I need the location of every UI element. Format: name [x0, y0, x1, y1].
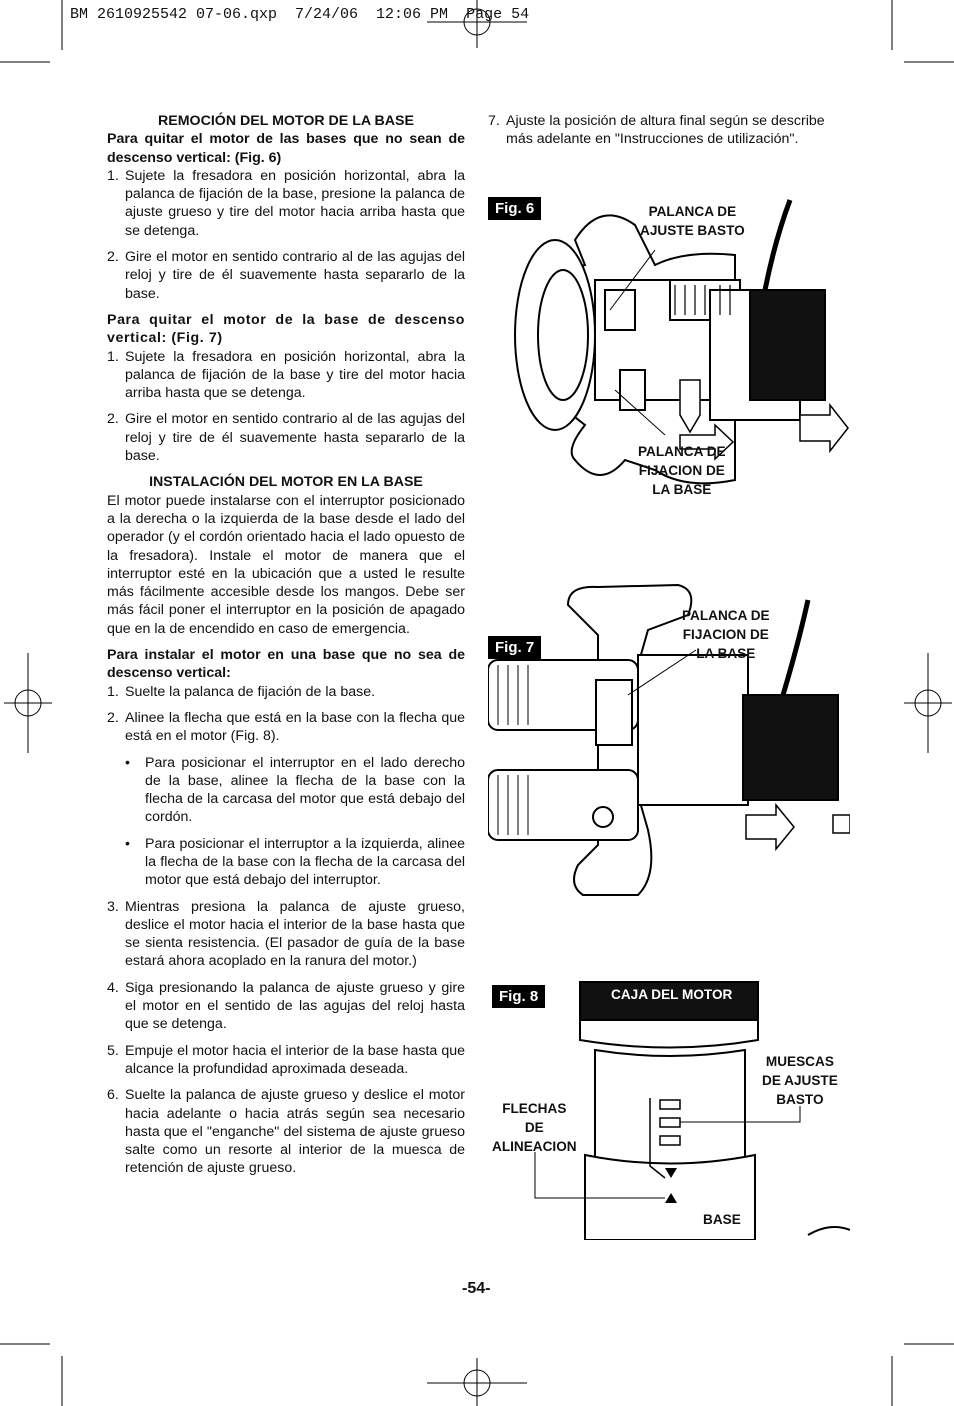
paragraph: El motor puede instalarse con el interruptor posicionado a la derecha o la izquierda de la base desde el lado del operador (y el cordón orientado hacia el lado opuesto de la fresadora). Instale el motor de manera que el interruptor esté en la ubicación que a usted le resulte más fácilmente accesible desde los mangos. Debe ser más fácil poner el interruptor en la posición de apagado que en la de encendido en caso de emergencia.: [107, 492, 465, 637]
label-coarse-adjust-lever: PALANCA DE AJUSTE BASTO: [640, 204, 745, 238]
list-item: 1. Sujete la fresadora en posición horizontal, abra la palanca de fijación de la base, presione la palanca de ajuste grueso y tire del motor hacia arriba hasta que se detenga.: [107, 167, 465, 239]
label-motor-housing: CAJA DEL MOTOR: [611, 987, 733, 1002]
list-item: 1. Sujete la fresadora en posición horizontal, abra la palanca de fijación de la base y tire del motor hacia arriba hasta que se detenga.: [107, 348, 465, 402]
list-item: 2. Gire el motor en sentido contrario al de las agujas del reloj y tire de él suavemente hasta separarlo de la base.: [107, 411, 465, 465]
bullet-item: • Para posicionar el interruptor a la izquierda, alinee la flecha de la base con la flecha de la carcasa del motor que está debajo del interruptor.: [125, 835, 465, 889]
bullet-item: • Para posicionar el interruptor en el lado derecho de la base, alinee la flecha de la base con la flecha de la carcasa del motor que está debajo del cordón.: [125, 754, 465, 826]
list-item: 2. Gire el motor en sentido contrario al de las agujas del reloj y tire de él suavemente hasta separarlo de la base.: [107, 249, 465, 302]
subheading: Para instalar el motor en una base que no sea de descenso vertical:: [107, 647, 465, 682]
list-item: 4. Siga presionando la palanca de ajuste grueso y gire el motor en el sentido de las agujas del reloj hasta que se detenga.: [107, 979, 465, 1033]
label-base-clamp-lever: PALANCA DE FIJACION DE LA BASE: [638, 444, 726, 497]
router-illustration-fig7: [488, 575, 850, 905]
subheading: Para quitar el motor de la base de descenso vertical: (Fig. 7): [107, 311, 465, 347]
section-heading: REMOCIÓN DEL MOTOR DE LA BASE: [158, 113, 414, 129]
figure-tag: Fig. 7: [488, 636, 541, 659]
subheading: Para quitar el motor de las bases que no sean de descenso vertical: (Fig. 6): [107, 131, 465, 166]
file-header: BM 2610925542 07-06.qxp 7/24/06 12:06 PM Page 54: [70, 6, 530, 23]
section-heading: INSTALACIÓN DEL MOTOR EN LA BASE: [149, 474, 423, 491]
label-coarse-adjust-notches: MUESCAS DE AJUSTE BASTO: [762, 1054, 838, 1107]
list-item: 5. Empuje el motor hacia el interior de la base hasta que alcance la profundidad aproximada deseada.: [107, 1042, 465, 1077]
list-item: 3. Mientras presiona la palanca de ajuste grueso, deslice el motor hacia el interior de la base hasta que se sienta resistencia. (El pasador de guía de la base estará ahora acoplado en la ranura del motor.): [107, 898, 465, 970]
list-item: 6. Suelte la palanca de ajuste grueso y deslice el motor hacia adelante o hacia atrás según sea necesario hasta que el "enganche" del sistema de ajuste grueso salte como un resorte al interior de la muesca de retención de ajuste grueso.: [107, 1087, 465, 1177]
list-item: 2. Alinee la flecha que está en la base con la flecha que está en el motor (Fig. 8).: [107, 709, 465, 745]
left-column: [107, 112, 465, 1178]
figure-tag: Fig. 6: [488, 197, 541, 220]
label-base-clamp-lever: PALANCA DE FIJACION DE LA BASE: [682, 608, 770, 661]
list-item: 1. Suelte la palanca de fijación de la base.: [107, 683, 376, 700]
right-column: [488, 112, 848, 149]
page-number: -54-: [462, 1280, 491, 1297]
figure-tag: Fig. 8: [492, 985, 545, 1008]
label-base: BASE: [703, 1212, 741, 1227]
list-item: 7. Ajuste la posición de altura final según se describe más adelante en "Instrucciones de utilización".: [488, 113, 825, 148]
label-alignment-arrows: FLECHAS DE ALINEACION: [492, 1101, 577, 1154]
